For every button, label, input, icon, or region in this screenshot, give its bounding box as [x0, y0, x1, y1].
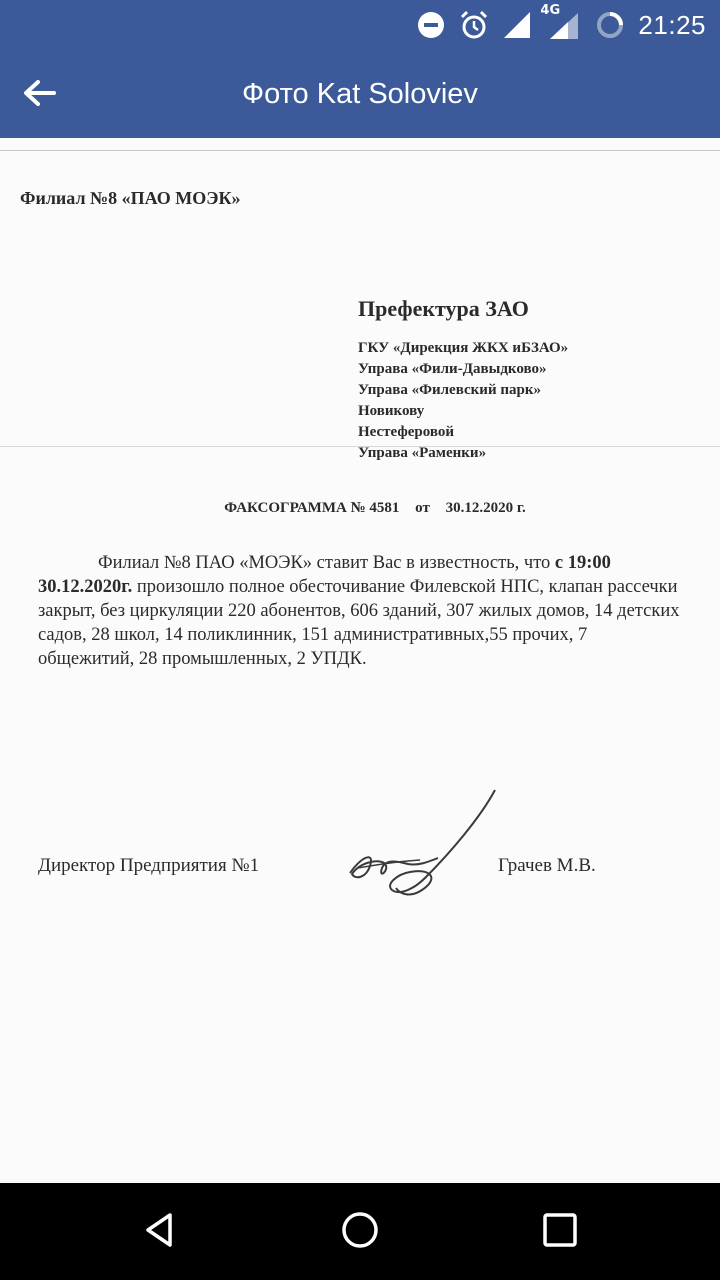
arrow-back-icon — [22, 78, 56, 112]
nav-recents-button[interactable] — [500, 1183, 620, 1280]
addressee-line: ГКУ «Дирекция ЖКХ иБЗАО» — [358, 340, 569, 356]
recents-square-icon — [541, 1211, 579, 1253]
addressee-line: Управа «Филевский парк» — [358, 382, 541, 398]
nav-back-button[interactable] — [100, 1183, 220, 1280]
fax-date: 30.12.2020 г. — [445, 500, 526, 516]
signatory-name: Грачев М.В. — [498, 855, 596, 876]
network-type-label: 4G — [540, 3, 561, 18]
handwritten-signature — [330, 778, 520, 908]
body-part-2: произошло полное обесточивание Филевской НПС, клапан рассечки закрыт, без циркуляции 220 абонентов, 606 зданий, 307 жилых домов, 14 детских садов, 28 школ, 14 поликлинник, 151 административных,55 прочих, 7 общежитий, 28 промышленных, 2 УПДК. — [38, 577, 680, 669]
status-bar — [0, 0, 720, 50]
home-circle-icon — [339, 1209, 381, 1255]
navigation-bar — [0, 1183, 720, 1280]
fax-from: от — [415, 500, 430, 516]
back-triangle-icon — [140, 1210, 180, 1254]
page-title: Фото Kat Soloviev — [242, 77, 478, 110]
addressee-title: Префектура ЗАО — [358, 296, 529, 321]
loading-ring-icon — [594, 9, 626, 41]
do-not-disturb-icon — [416, 10, 446, 40]
signal-4g-icon — [540, 3, 582, 41]
back-button[interactable] — [14, 70, 64, 120]
body-bold-time: с 19:00 30.12.2020г. — [38, 553, 611, 597]
alarm-icon — [458, 9, 490, 41]
fax-number: ФАКСОГРАММА № 4581 — [224, 500, 400, 516]
status-icons — [416, 3, 706, 44]
addressee-line: Управа «Фили-Давыдково» — [358, 361, 547, 377]
signatory-role: Директор Предприятия №1 — [38, 855, 260, 876]
addressee-line: Нестеферовой — [358, 424, 455, 440]
fax-body — [38, 551, 688, 671]
addressee-line: Новикову — [358, 403, 425, 419]
fax-heading — [0, 500, 720, 517]
addressee-block — [358, 296, 698, 464]
app-bar — [0, 50, 720, 138]
nav-home-button[interactable] — [300, 1183, 420, 1280]
addressee-line: Управа «Раменки» — [358, 445, 487, 461]
organization-header: Филиал №8 «ПАО МОЭК» — [20, 188, 241, 208]
body-part-1: Филиал №8 ПАО «МОЭК» ставит Вас в известность, что — [98, 553, 555, 573]
clock: 21:25 — [638, 9, 706, 40]
photo-viewer[interactable] — [0, 138, 720, 1183]
signal-icon — [502, 10, 532, 40]
scan-line — [0, 150, 720, 151]
